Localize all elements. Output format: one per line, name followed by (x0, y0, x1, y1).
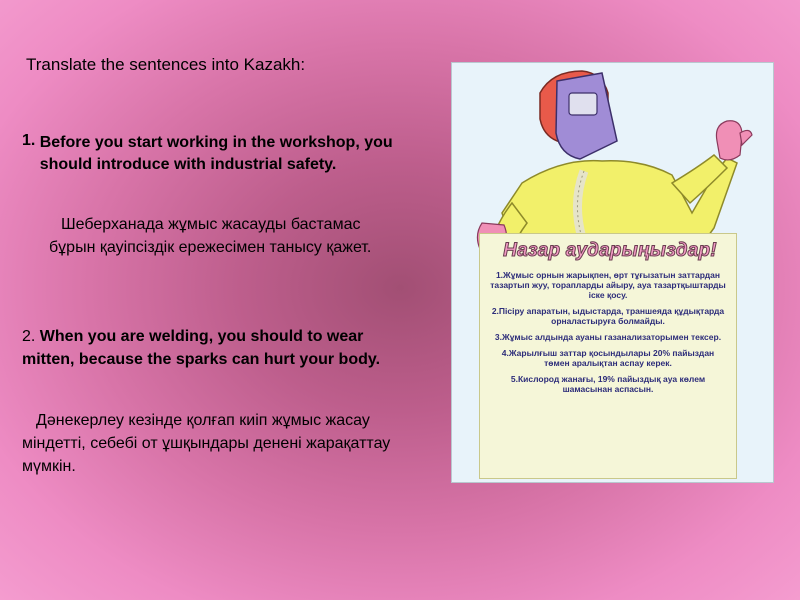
kazakh-translation-2: Дәнекерлеу кезінде қолғап киіп жұмыс жасау міндетті, себебі от ұшқындары денені жарақаттау мүмкін. (22, 412, 391, 475)
kazakh-translation-1: Шеберханада жұмыс жасауды бастамас бұрын қауіпсіздік ережесімен танысу қажет. (49, 216, 372, 256)
english-sentence-2: When you are welding, you should to wear mitten, because the sparks can hurt your body. (22, 328, 381, 368)
list-item-2 (22, 325, 402, 371)
rule-5: 5.Кислород жанағы, 19% пайыздық ауа көлем шамасынан аспасын. (510, 374, 706, 394)
poster-heading: Назар аударыңыздар! (503, 240, 717, 261)
rule-1: 1.Жұмыс орнын жарықпен, өрт тұғызатын заттардан тазартып жуу, торапларды айыру, ауа тазартқыштарды іске қосу. (490, 270, 726, 300)
rule-4: 4.Жарылғыш заттар қосындылары 20% пайыздан төмен аралықтан аспау керек. (501, 348, 715, 368)
item-number: 2. (22, 328, 36, 345)
rule-3: 3.Жұмыс алдында ауаны газанализаторымен тексер. (494, 332, 722, 342)
slide-title: Translate the sentences into Kazakh: (26, 55, 306, 74)
item-number: 1. (22, 132, 36, 149)
rule-2: 2.Пісіру апаратын, ыдыстарда, траншеяда құдықтарда орналастыруға болмайды. (491, 306, 725, 326)
english-sentence-1: Before you start working in the workshop, you should introduce with industrial safety. (39, 134, 393, 173)
list-item-1 (22, 132, 402, 176)
safety-poster (451, 62, 774, 483)
rules-list (488, 270, 728, 400)
safety-rules-board (479, 233, 737, 479)
